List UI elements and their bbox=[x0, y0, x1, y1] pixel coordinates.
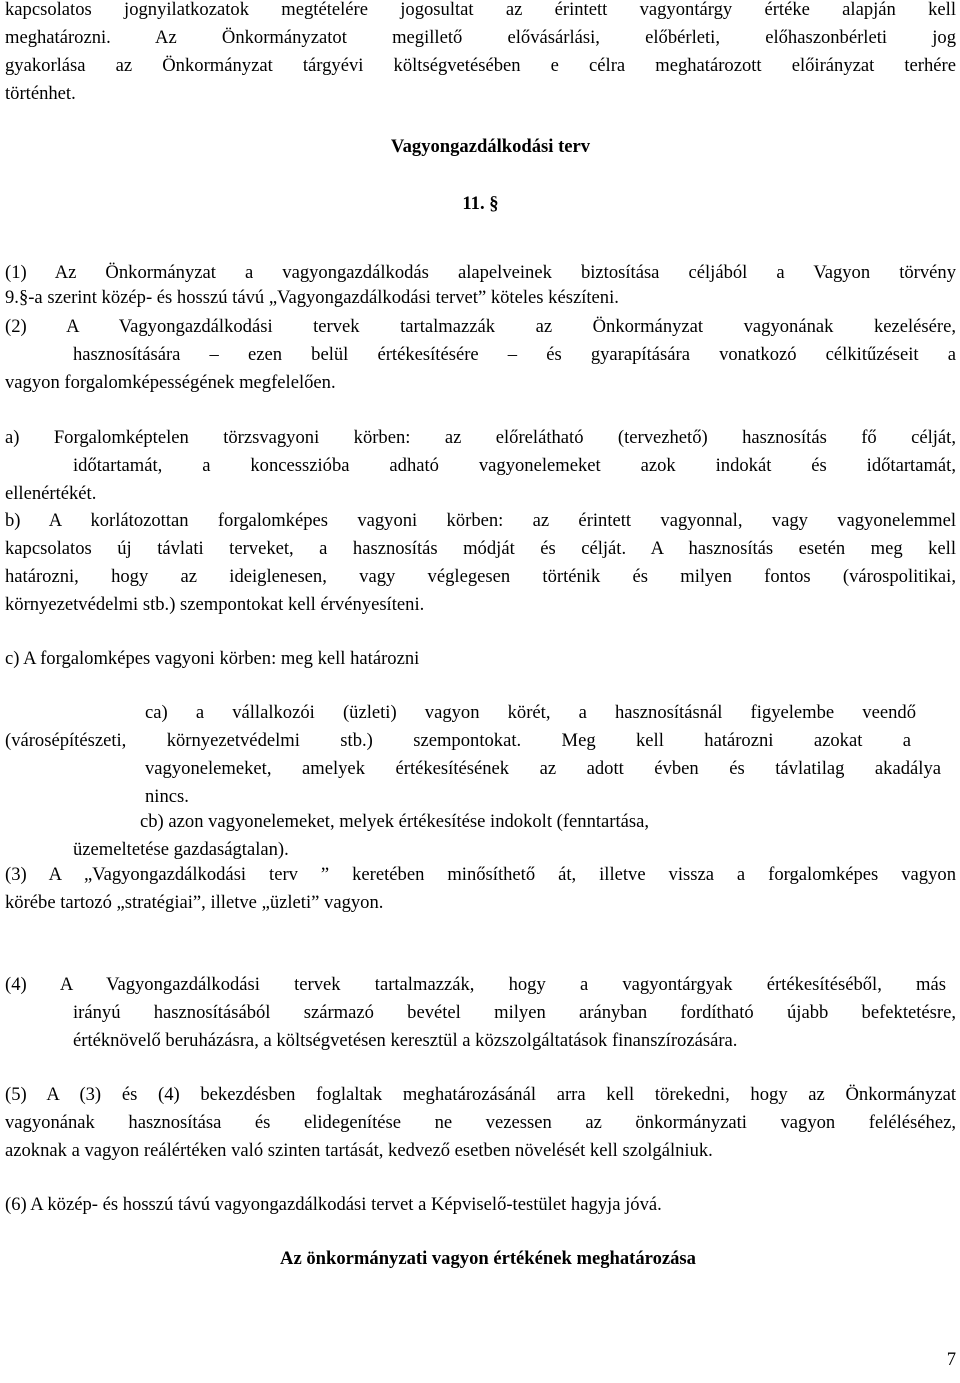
text-line: kapcsolatos jognyilatkozatok megtételére jogosultat az érintett vagyontárgy értéke alapján kell bbox=[5, 0, 956, 20]
text-line: nincs. bbox=[145, 786, 189, 807]
next-section-heading: Az önkormányzati vagyon értékének meghatározása bbox=[280, 1248, 696, 1269]
paragraph-b bbox=[5, 507, 956, 619]
text-line: időtartamát, a koncesszióba adható vagyonelemeket azok indokát és időtartamát, bbox=[73, 455, 956, 476]
paragraph-5 bbox=[5, 1081, 956, 1165]
section-number: 11. § bbox=[462, 193, 499, 214]
text-line: (2) A Vagyongazdálkodási tervek tartalmazzák az Önkormányzat vagyonának kezelésére, bbox=[5, 316, 956, 337]
text-line: vagyonának hasznosítása és elidegenítése ne vezessen az önkormányzati vagyon feléléséhez, bbox=[5, 1112, 956, 1133]
paragraph-4 bbox=[5, 971, 956, 1055]
paragraph-2 bbox=[5, 313, 956, 397]
text-line: környezetvédelmi stb.) szempontokat kell érvényesíteni. bbox=[5, 594, 425, 615]
text-line: körébe tartozó „stratégiai”, illetve „üzleti” vagyon. bbox=[5, 892, 384, 913]
text-line: üzemeltetése gazdaságtalan). bbox=[73, 839, 289, 860]
text-line: (4) A Vagyongazdálkodási tervek tartalmazzák, hogy a vagyontárgyak értékesítéséből, más bbox=[5, 974, 946, 995]
text-line: (5) A (3) és (4) bekezdésben foglaltak meghatározásánál arra kell törekedni, hogy az Önkormányzat bbox=[5, 1084, 956, 1105]
paragraph-cb bbox=[5, 808, 956, 864]
text-line: irányú hasznosításából származó bevétel milyen arányban fordítható újabb befektetésre, bbox=[73, 1002, 956, 1023]
text-line: történhet. bbox=[5, 83, 76, 104]
text-line: (1) Az Önkormányzat a vagyongazdálkodás alapelveinek biztosítása céljából a Vagyon törvény bbox=[5, 262, 956, 283]
paragraph-c: c) A forgalomképes vagyoni körben: meg kell határozni bbox=[5, 648, 420, 669]
text-line: ca) a vállalkozói (üzleti) vagyon körét, a hasznosításnál figyelembe veendő bbox=[145, 702, 916, 723]
text-line: azoknak a vagyon reálértéken való szinten tartását, kedvező esetben növelését kell szolgálniuk. bbox=[5, 1140, 713, 1161]
paragraph-6: (6) A közép- és hosszú távú vagyongazdálkodási tervet a Képviselő-testület hagyja jóvá. bbox=[5, 1194, 662, 1215]
text-line: 9.§-a szerint közép- és hosszú távú „Vagyongazdálkodási tervet” köteles készíteni. bbox=[5, 287, 619, 308]
intro-paragraph bbox=[5, 0, 956, 108]
text-line: cb) azon vagyonelemeket, melyek értékesítése indokolt (fenntartása, bbox=[140, 811, 650, 832]
paragraph-a bbox=[5, 424, 956, 508]
text-line: vagyonelemeket, amelyek értékesítésének az adott évben és távlatilag akadálya bbox=[145, 758, 941, 779]
text-line: (városépítészeti, környezetvédelmi stb.) szempontokat. Meg kell határozni azokat a bbox=[5, 730, 911, 751]
text-line: hasznosítására – ezen belül értékesítésére – és gyarapítására vonatkozó célkitűzéseit a bbox=[73, 344, 956, 365]
text-line: vagyon forgalomképességének megfelelően. bbox=[5, 372, 336, 393]
text-line: kapcsolatos új távlati terveket, a hasznosítás módját és célját. A hasznosítás esetén meg kell bbox=[5, 538, 956, 559]
text-line: b) A korlátozottan forgalomképes vagyoni körben: az érintett vagyonnal, vagy vagyonelemmel bbox=[5, 510, 956, 531]
text-line: ellenértékét. bbox=[5, 483, 97, 504]
paragraph-1 bbox=[5, 259, 956, 312]
section-title: Vagyongazdálkodási terv bbox=[390, 136, 591, 157]
paragraph-ca bbox=[5, 699, 956, 811]
page-number: 7 bbox=[946, 1349, 956, 1370]
text-line: gyakorlása az Önkormányzat tárgyévi költségvetésében e célra meghatározott előirányzat terhére bbox=[5, 55, 956, 76]
text-line: határozni, hogy az ideiglenesen, vagy véglegesen történik és milyen fontos (várospolitikai, bbox=[5, 566, 956, 587]
text-line: a) Forgalomképtelen törzsvagyoni körben: az előrelátható (tervezhető) hasznosítás fő célját, bbox=[5, 427, 956, 448]
text-line: meghatározni. Az Önkormányzatot megillető elővásárlási, előbérleti, előhaszonbérleti jog bbox=[5, 27, 956, 48]
text-line: (3) A „Vagyongazdálkodási terv ” keretében minősíthető át, illetve vissza a forgalomképes vagyon bbox=[5, 864, 956, 885]
text-line: értéknövelő beruházásra, a költségvetésen keresztül a közszolgáltatások finanszírozására. bbox=[73, 1030, 738, 1051]
paragraph-3 bbox=[5, 861, 956, 917]
